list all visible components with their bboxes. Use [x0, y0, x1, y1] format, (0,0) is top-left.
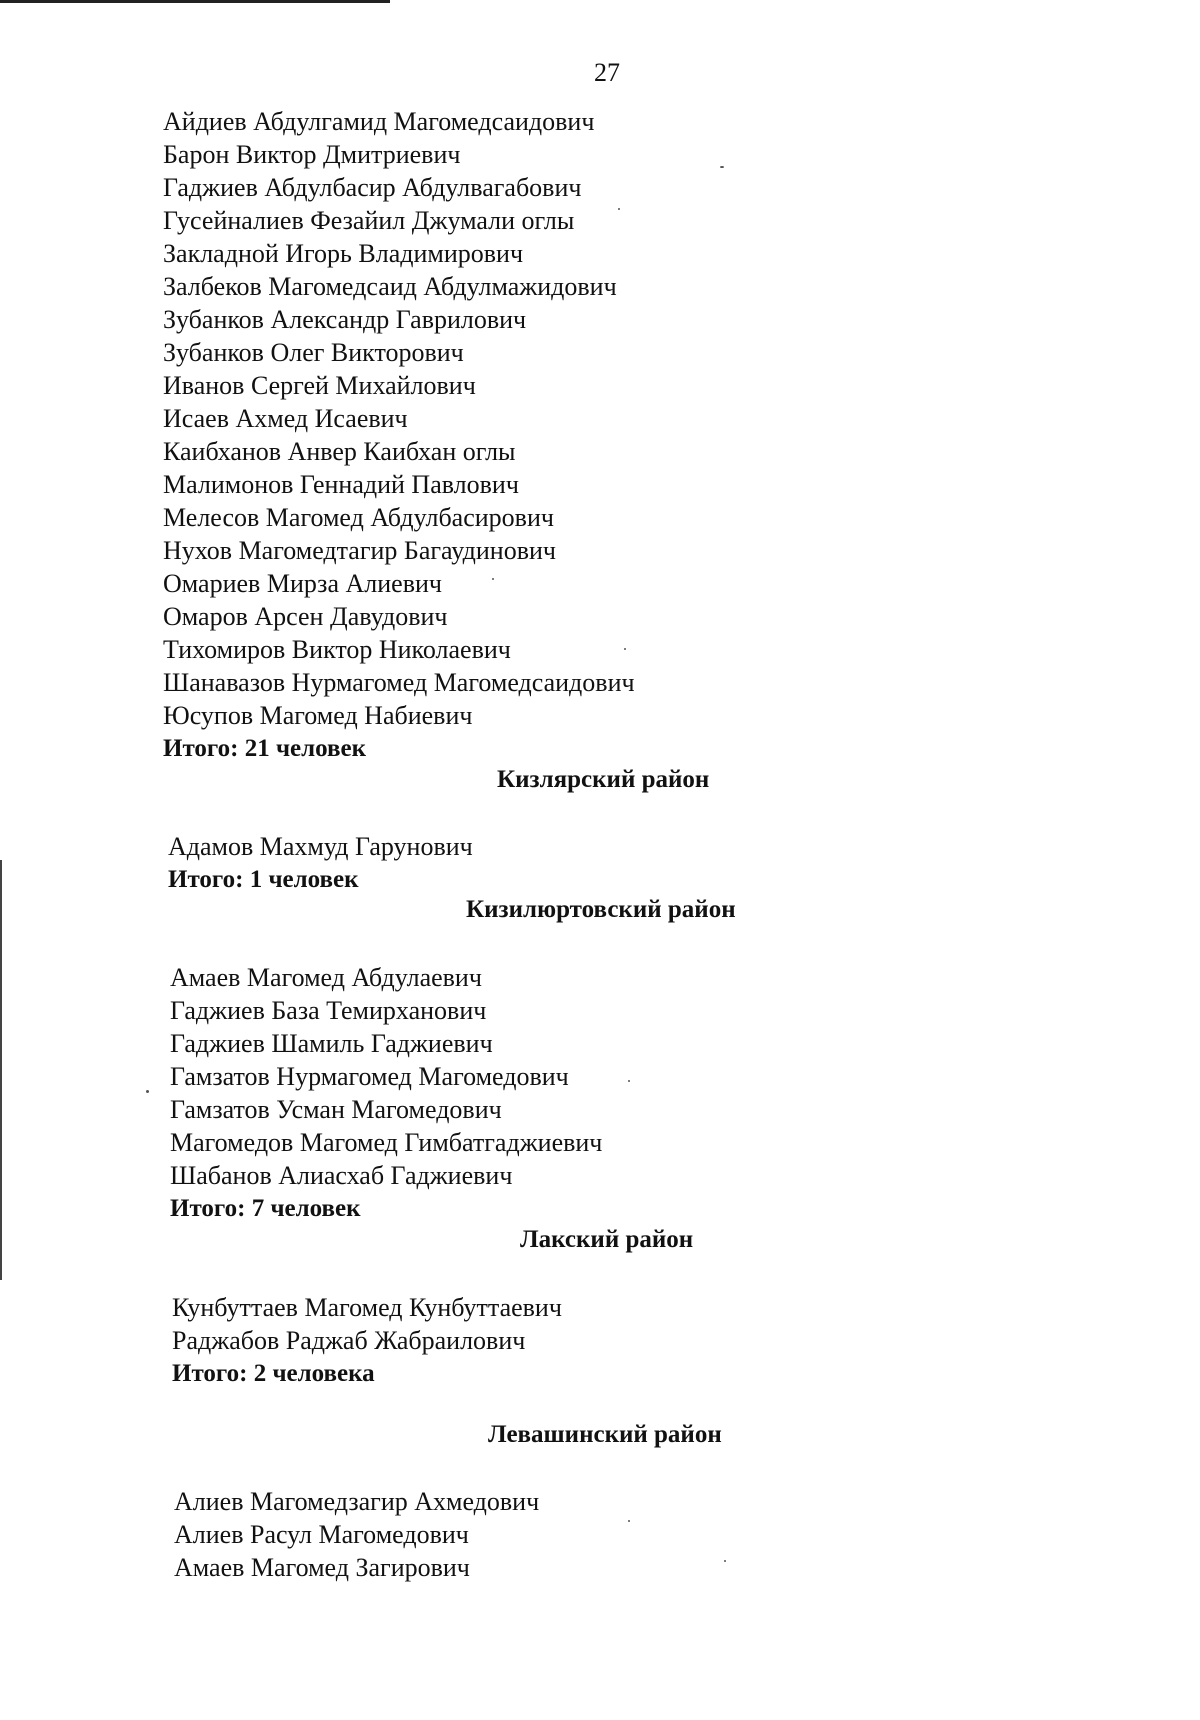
district-heading-kizlyarsky: Кизлярский район — [497, 766, 710, 793]
district-heading-kizilyurtovsky: Кизилюртовский район — [466, 896, 736, 923]
list-item: Кунбуттаев Магомед Кунбуттаевич — [172, 1293, 562, 1322]
list-item: Гамзатов Усман Магомедович — [170, 1095, 502, 1124]
list-item: Гаджиев База Темирханович — [170, 996, 487, 1025]
list-item: Алиев Расул Магомедович — [174, 1520, 469, 1549]
list-item: Закладной Игорь Владимирович — [163, 239, 524, 268]
section-kizilyurtovsky-list — [170, 961, 602, 1225]
list-item: Айдиев Абдулгамид Магомедсаидович — [163, 107, 595, 136]
list-item: Адамов Махмуд Гарунович — [168, 832, 473, 861]
list-item: Мелесов Магомед Абдулбасирович — [163, 503, 554, 532]
list-item: Нухов Магомедтагир Багаудинович — [163, 536, 556, 565]
section-continued-list — [163, 105, 635, 765]
list-item: Зубанков Александр Гаврилович — [163, 305, 527, 334]
list-item: Малимонов Геннадий Павлович — [163, 470, 519, 499]
scan-speck — [720, 166, 724, 168]
list-item: Омаров Арсен Давудович — [163, 602, 448, 631]
scan-artifact-left-edge — [0, 860, 2, 1280]
list-item: Раджабов Раджаб Жабраилович — [172, 1326, 526, 1355]
section-total: Итого: 7 человек — [170, 1195, 361, 1222]
district-heading-laksky: Лакский район — [520, 1226, 694, 1253]
list-item: Алиев Магомедзагир Ахмедович — [174, 1487, 540, 1516]
district-heading-levashinsky: Левашинский район — [488, 1421, 722, 1448]
scan-speck — [146, 1090, 149, 1093]
scan-artifact-top-line — [0, 0, 390, 3]
section-total: Итого: 2 человека — [172, 1360, 375, 1387]
list-item: Гаджиев Шамиль Гаджиевич — [170, 1029, 493, 1058]
list-item: Исаев Ахмед Исаевич — [163, 404, 408, 433]
scan-speck — [628, 1080, 630, 1082]
list-item: Барон Виктор Дмитриевич — [163, 140, 461, 169]
list-item: Гусейналиев Фезайил Джумали оглы — [163, 206, 575, 235]
list-item: Шабанов Алиасхаб Гаджиевич — [170, 1161, 513, 1190]
list-item: Залбеков Магомедсаид Абдулмажидович — [163, 272, 617, 301]
list-item: Каибханов Анвер Каибхан оглы — [163, 437, 516, 466]
list-item: Омариев Мирза Алиевич — [163, 569, 442, 598]
section-levashinsky-list — [174, 1485, 539, 1584]
list-item: Амаев Магомед Абдулаевич — [170, 963, 482, 992]
list-item: Иванов Сергей Михайлович — [163, 371, 476, 400]
list-item: Гаджиев Абдулбасир Абдулвагабович — [163, 173, 582, 202]
list-item: Тихомиров Виктор Николаевич — [163, 635, 511, 664]
list-item: Шанавазов Нурмагомед Магомедсаидович — [163, 668, 635, 697]
list-item: Гамзатов Нурмагомед Магомедович — [170, 1062, 569, 1091]
list-item: Зубанков Олег Викторович — [163, 338, 464, 367]
page-number: 27 — [594, 58, 620, 87]
list-item: Юсупов Магомед Набиевич — [163, 701, 473, 730]
scan-speck — [628, 1520, 630, 1522]
section-laksky-list — [172, 1291, 562, 1390]
list-item: Амаев Магомед Загирович — [174, 1553, 470, 1582]
section-total: Итого: 1 человек — [168, 866, 359, 893]
scan-speck — [724, 1560, 726, 1562]
section-kizlyarsky-list — [168, 830, 473, 896]
list-item: Магомедов Магомед Гимбатгаджиевич — [170, 1128, 603, 1157]
section-total: Итого: 21 человек — [163, 735, 367, 762]
